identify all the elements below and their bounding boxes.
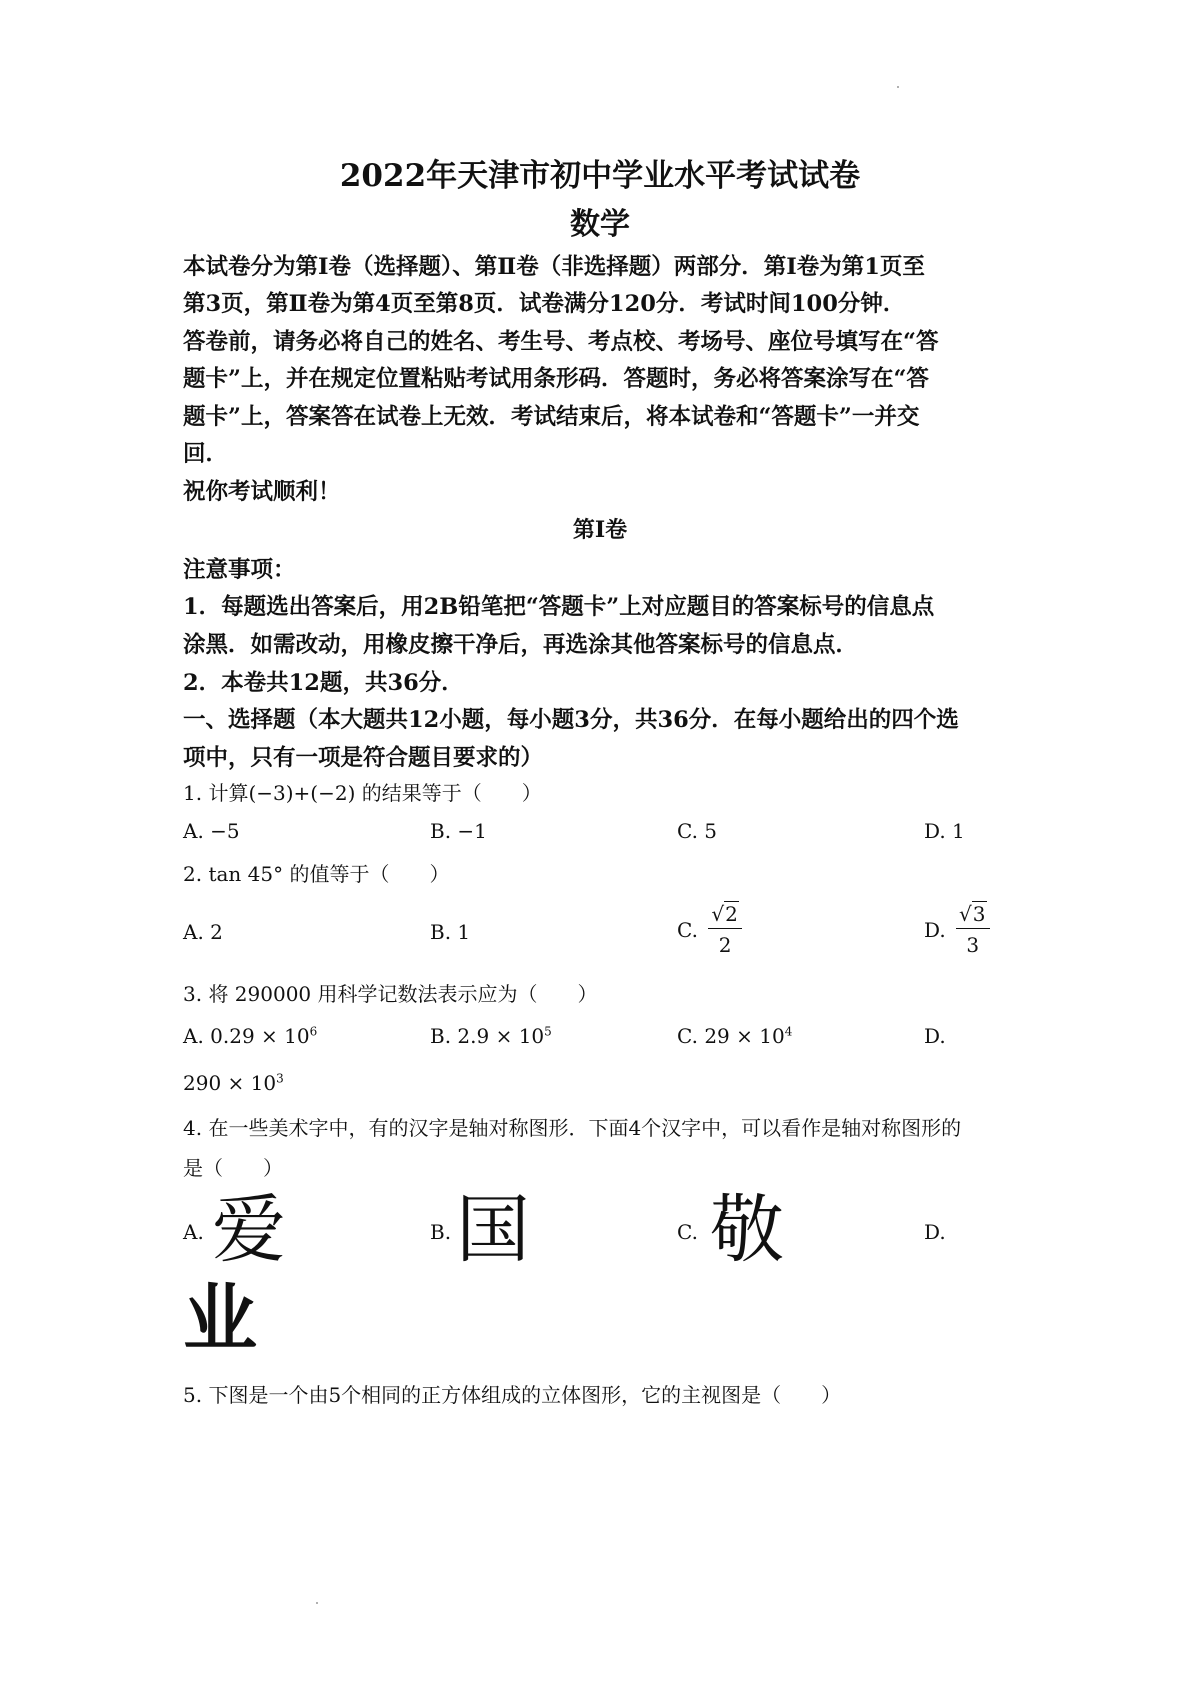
note-line: 涂黑．如需改动，用橡皮擦干净后，再选涂其他答案标号的信息点． [183,632,859,658]
intro-line: 本试卷分为第Ⅰ卷（选择题）、第Ⅱ卷（非选择题）两部分．第Ⅰ卷为第1页至 [183,254,925,280]
question-3-stem: 3. 将 290000 用科学记数法表示应为（ ） [183,982,598,1006]
question-1-option-d: D. 1 [924,819,965,843]
intro-line: 题卡”上，答案答在试卷上无效．考试结束后，将本试卷和“答题卡”一并交 [183,404,920,430]
question-4-stem-cont: 是（ ） [183,1156,283,1180]
question-1-option-b: B. −1 [430,819,487,843]
part-title-line: 一、选择题（本大题共12小题，每小题3分，共36分．在每小题给出的四个选 [183,707,959,733]
subject-title: 数学 [570,207,630,242]
scan-speck [316,1602,318,1604]
glyph-ye: 业 [183,1276,257,1362]
glyph-ai: 爱 [212,1187,286,1273]
question-4-stem: 4. 在一些美术字中，有的汉字是轴对称图形．下面4个汉字中，可以看作是轴对称图形的 [183,1116,962,1140]
option-label: C. [677,917,698,942]
glyph-jing: 敬 [710,1187,784,1273]
question-2-stem: 2. tan 45° 的值等于（ ） [183,862,450,886]
question-4-option-a-label: A. [183,1220,204,1244]
question-5-stem: 5. 下图是一个由5个相同的正方体组成的立体图形，它的主视图是（ ） [183,1383,842,1407]
question-1-option-c: C. 5 [677,819,718,843]
question-3-option-c: C. $29 \times 10^4$ [677,1024,793,1048]
question-2-option-a: A. 2 [183,920,223,944]
question-2-option-d [924,904,990,955]
note-line: 2．本卷共12题，共36分． [183,670,464,696]
question-3-option-a: A. $0.29 \times 10^6$ [183,1024,318,1048]
glyph-guo: 国 [456,1187,530,1273]
intro-line: 答卷前，请务必将自己的姓名、考生号、考点校、考场号、座位号填写在“答 [183,329,939,355]
question-4-option-c-label: C. [677,1220,698,1244]
notes-title: 注意事项： [183,557,296,583]
sqrt-symbol: √2 [711,902,738,926]
note-line: 1．每题选出答案后，用2B铅笔把“答题卡”上对应题目的答案标号的信息点 [183,594,935,620]
question-2-option-b: B. 1 [430,920,471,944]
question-2-option-c [677,904,742,955]
question-3-option-d-label: D. [924,1024,946,1048]
question-3-option-b: B. $2.9 \times 10^5$ [430,1024,552,1048]
question-4-option-d-label: D. [924,1220,946,1244]
question-3-option-d: $290 \times 10^3$ [183,1071,284,1095]
question-1-option-a: A. −5 [183,819,240,843]
part-title-line: 项中，只有一项是符合题目要求的） [183,745,544,771]
section-heading: 第Ⅰ卷 [572,517,628,543]
intro-line: 题卡”上，并在规定位置粘贴考试用条形码．答题时，务必将答案涂写在“答 [183,366,929,392]
fraction-sqrt2-over-2: $\frac{√2}{2}$ [708,904,741,955]
fraction-sqrt3-over-3: $\frac{√3}{3}$ [956,904,989,955]
question-4-option-b-label: B. [430,1220,452,1244]
sqrt-symbol: √3 [959,902,986,926]
question-1-stem: 1. 计算(−3)+(−2) 的结果等于（ ） [183,781,542,805]
scan-speck [897,86,899,88]
option-label: D. [924,917,946,942]
good-luck-line: 祝你考试顺利！ [183,479,341,505]
intro-line: 回． [183,441,229,467]
page-title: 2022年天津市初中学业水平考试试卷 [339,158,861,194]
intro-line: 第3页，第Ⅱ卷为第4页至第8页．试卷满分120分．考试时间100分钟． [183,291,906,317]
